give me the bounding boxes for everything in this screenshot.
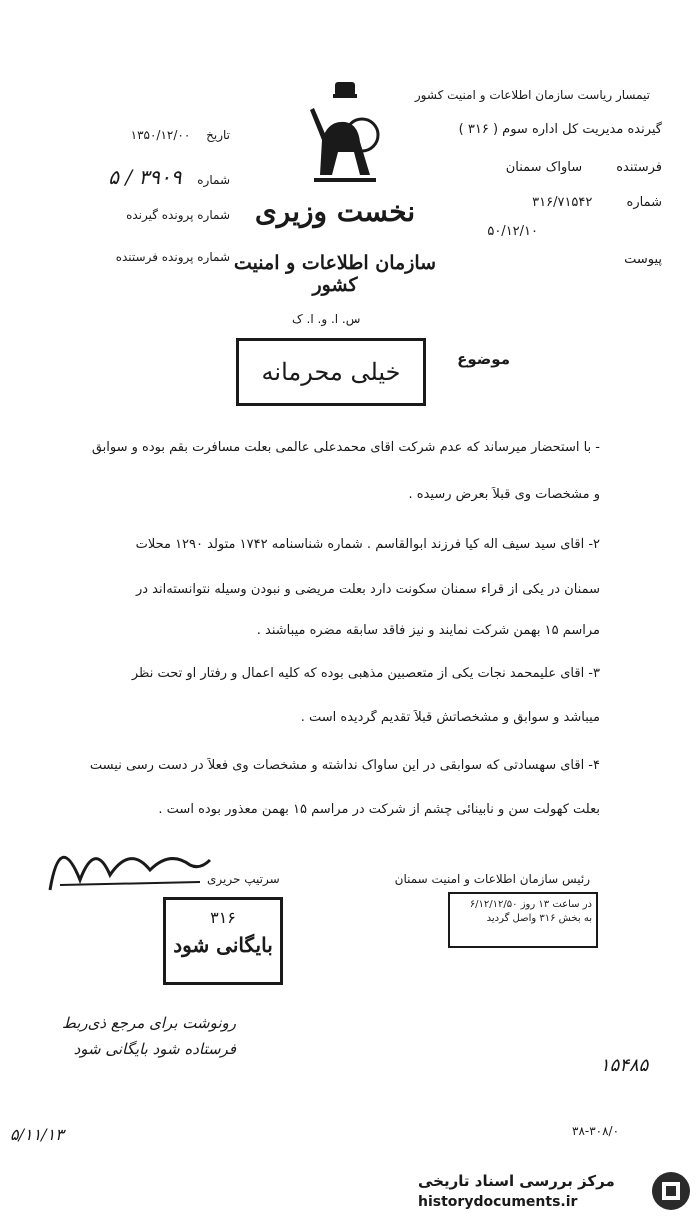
sender-label: فرستنده xyxy=(616,160,662,175)
sender-file-label: شماره پرونده فرستنده xyxy=(115,250,230,264)
archive-logo-icon xyxy=(650,1170,692,1212)
body-line: ۳- آقای علیمحمد نجات یکی از متعصبین مذهبی بوده که کلیه اعمال و رفتار او تحت نظر xyxy=(131,666,600,681)
addressee: تیمسار ریاست سازمان اطلاعات و امنیت کشور xyxy=(414,88,650,102)
date-value: ۵۰/۱۲/۱۰ xyxy=(487,224,538,239)
org-title: نخست وزیری xyxy=(254,195,416,228)
number-left-label: شماره xyxy=(197,173,230,187)
subject-label: موضوع xyxy=(457,350,510,368)
document-reference: ۳۸-۳۰۸/۰ xyxy=(572,1124,620,1138)
handwritten-date: ۵/۱۱/۱۳ xyxy=(10,1125,64,1144)
date-left-label: تاریخ xyxy=(206,128,230,142)
signature-title: رئیس سازمان اطلاعات و امنیت سمنان xyxy=(394,872,590,886)
number-row-left xyxy=(108,165,230,189)
document-number: ۱۵۴۸۵ xyxy=(600,1055,649,1076)
sender-value: ساواک سمنان xyxy=(505,160,583,175)
classification-text: خیلی محرمانه xyxy=(261,358,401,386)
archive-url: historydocuments.ir xyxy=(418,1194,578,1210)
archive-stamp xyxy=(163,897,283,985)
received-line-1: در ساعت ۱۳ روز ۶/۱۲/۱۲/۵۰ xyxy=(469,899,592,910)
receiver-row xyxy=(459,122,662,137)
archive-center-name: مرکز بررسی اسناد تاریخی xyxy=(418,1172,615,1190)
received-line-2: به بخش ۳۱۶ واصل گردید xyxy=(486,913,592,924)
org-name: سازمان اطلاعات و امنیت کشور xyxy=(233,252,437,296)
classification-box xyxy=(236,338,426,406)
body-line: بعلت کهولت سن و نابینائی چشم از شرکت در مراسم ۱۵ بهمن معذور بوده است . xyxy=(158,802,600,817)
sender-row xyxy=(506,160,662,175)
body-line: مراسم ۱۵ بهمن شرکت نمایند و نیز فاقد سابقه مضره میباشند . xyxy=(256,623,600,638)
body-line: ۲- آقای سید سیف اله کیا فرزند ابوالقاسم . شماره شناسنامه ۱۷۴۲ متولد ۱۲۹۰ محلات xyxy=(135,537,600,552)
body-line: ۴- آقای سهسادتی که سوابقی در این ساواک نداشته و مشخصات وی فعلاً در دست رسی نیست xyxy=(89,758,600,773)
org-code: س. ا. و. ا. ک xyxy=(292,312,361,326)
number-row xyxy=(532,195,662,210)
date-row-left xyxy=(131,128,230,142)
receiver-file-label: شماره پرونده گیرنده xyxy=(126,208,230,222)
archive-text: بایگانی شود xyxy=(173,933,273,957)
lion-and-sun-emblem xyxy=(300,80,390,190)
body-line: میباشد و سوابق و مشخصاتش قبلاً تقدیم گردیده است . xyxy=(300,710,600,725)
body-line: و مشخصات وی قبلاً بعرض رسیده . xyxy=(408,487,600,502)
receiver-label: گیرنده xyxy=(627,122,662,137)
number-label: شماره xyxy=(626,195,662,210)
signature-name: سرتیپ حریری xyxy=(207,872,280,886)
date-left-value: ۱۳۵۰/۱۲/۰۰ xyxy=(130,128,191,142)
body-line: - با استحضار میرساند که عدم شرکت آقای محمدعلی عالمی بعلت مسافرت بقم بوده و سوابق xyxy=(91,440,600,455)
handwritten-note: رونوشت برای مرجع ذی‌ربط فرستاده شود بایگانی شود xyxy=(61,1014,236,1058)
attachment-label: پیوست xyxy=(624,252,662,267)
body-line: سمنان در یکی از قراء سمنان سکونت دارد بعلت مریضی و نبودن وسیله نتوانسته‌اند در xyxy=(135,582,600,597)
number-left-value: ۳۹۰۹ / ۵ xyxy=(108,165,182,189)
received-stamp xyxy=(448,892,598,948)
number-value: ۳۱۶/۷۱۵۴۲ xyxy=(532,195,593,210)
receiver-value: مدیریت کل اداره سوم ( ۳۱۶ ) xyxy=(458,122,624,137)
archive-number: ۳۱۶ xyxy=(210,908,236,927)
signature-scribble xyxy=(40,820,220,900)
